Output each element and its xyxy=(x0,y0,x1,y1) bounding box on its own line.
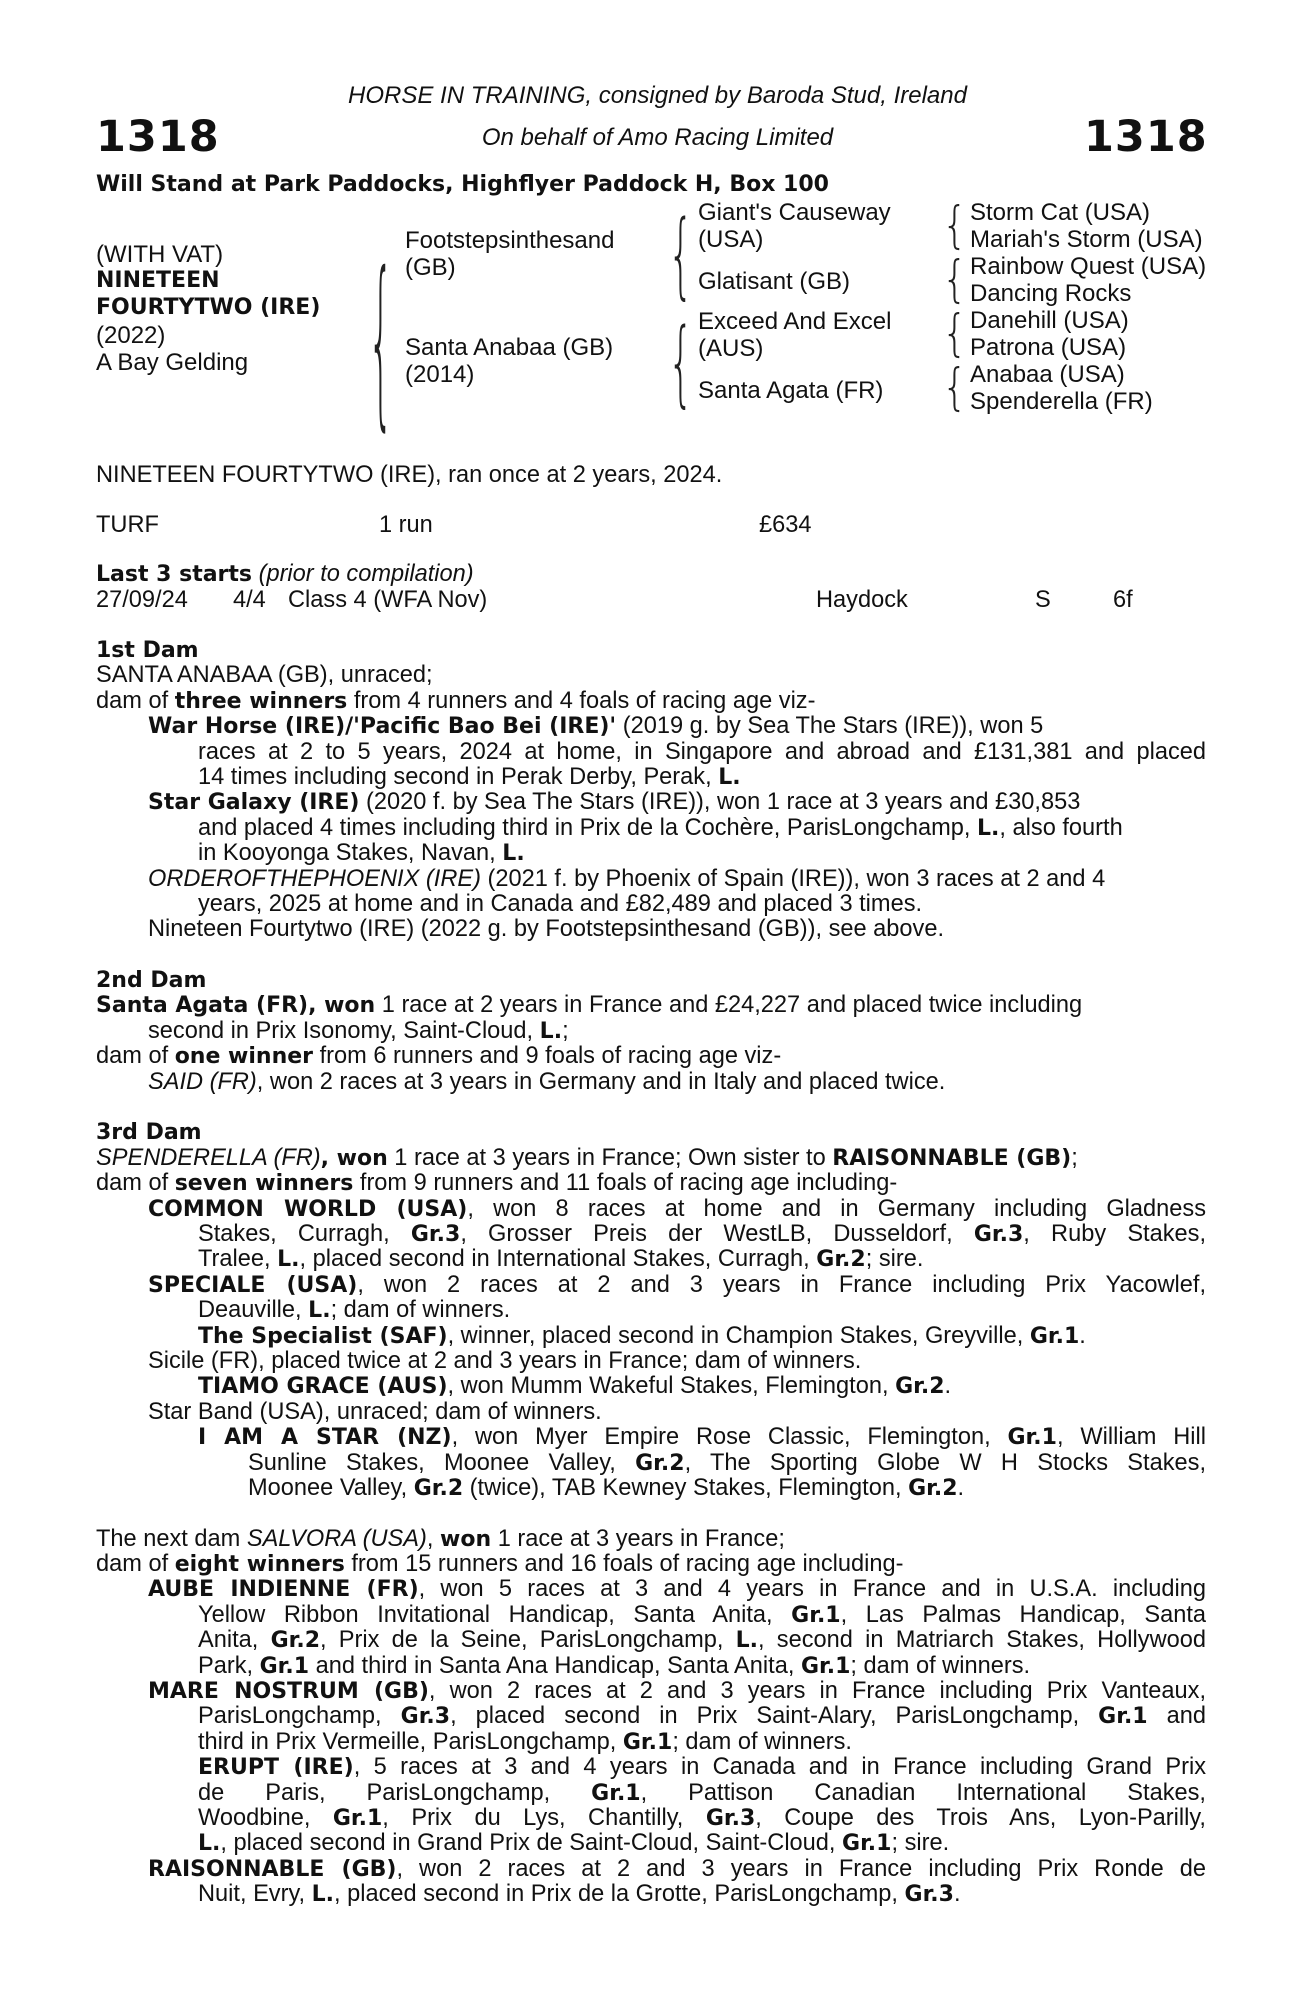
dam-sire-country: (AUS) xyxy=(698,335,764,362)
progeny-entry: AUBE INDIENNE (FR), won 5 races at 3 and 4 years in France and in U.S.A. including xyxy=(148,1576,1206,1603)
grandprogeny-detail: Moonee Valley, Gr.2 (twice), TAB Kewney Stakes, Flemington, Gr.2. xyxy=(248,1474,965,1501)
ancestor-ggen: Storm Cat (USA) xyxy=(970,199,1151,226)
last-starts-note: (prior to compilation) xyxy=(258,561,474,587)
grandprogeny-detail: Sunline Stakes, Moonee Valley, Gr.2, The Sporting Globe W H Stocks Stakes, xyxy=(248,1449,1206,1476)
dam-name: Santa Anabaa (GB) xyxy=(405,334,614,361)
progeny-detail: ParisLongchamp, Gr.3, placed second in Prix Saint-Alary, ParisLongchamp, Gr.1 and xyxy=(198,1703,1206,1730)
race-summary: NINETEEN FOURTYTWO (IRE), ran once at 2 years, 2024. xyxy=(96,462,723,488)
vat-note: (WITH VAT) xyxy=(96,241,224,268)
dam-year: (2014) xyxy=(405,361,475,388)
dam-line: Santa Agata (FR), won 1 race at 2 years in France and £24,227 and placed twice including xyxy=(96,992,1083,1019)
start-position: 4/4 xyxy=(233,587,266,613)
progeny-entry: MARE NOSTRUM (GB), won 2 races at 2 and 3 years in France including Prix Vanteaux, xyxy=(148,1678,1206,1705)
sire-sire-name: Giant's Causeway xyxy=(698,199,891,226)
consignor-line: HORSE IN TRAINING, consigned by Baroda Stud, Ireland xyxy=(348,82,967,109)
catalogue-body xyxy=(96,638,1206,1908)
lot-number-left: 1318 xyxy=(96,112,220,162)
start-race: Class 4 (WFA Nov) xyxy=(288,587,488,613)
pedigree-brace: { xyxy=(942,251,968,309)
grandprogeny-entry: The Specialist (SAF), winner, placed second in Champion Stakes, Greyville, Gr.1. xyxy=(198,1322,1086,1349)
ancestor-ggen: Patrona (USA) xyxy=(970,334,1127,361)
progeny-detail: third in Prix Vermeille, ParisLongchamp, Gr.1; dam of winners. xyxy=(198,1728,852,1755)
behalf-line: On behalf of Amo Racing Limited xyxy=(481,124,834,151)
dam-produce-line: dam of eight winners from 15 runners and 16 foals of racing age including- xyxy=(96,1551,904,1578)
pedigree-brace: { xyxy=(942,359,968,417)
progeny-detail: and placed 4 times including third in Prix de la Cochère, ParisLongchamp, L., also fourth xyxy=(198,814,1123,841)
section-heading: 3rd Dam xyxy=(96,1120,202,1146)
progeny-detail: Yellow Ribbon Invitational Handicap, Santa Anita, Gr.1, Las Palmas Handicap, Santa xyxy=(198,1601,1206,1628)
progeny-detail: 14 times including second in Perak Derby, Perak, L. xyxy=(198,763,741,790)
lot-number-right: 1318 xyxy=(1084,112,1208,162)
progeny-entry: Nineteen Fourtytwo (IRE) (2022 g. by Footstepsinthesand (GB)), see above. xyxy=(148,916,945,943)
last-starts-title: Last 3 starts xyxy=(96,562,253,587)
sire-sire-country: (USA) xyxy=(698,226,764,253)
start-going: S xyxy=(1035,587,1051,613)
stat-surface: TURF xyxy=(96,512,159,538)
grandprogeny-entry: ERUPT (IRE), 5 races at 3 and 4 years in Canada and in France including Grand Prix xyxy=(198,1754,1207,1781)
progeny-entry: War Horse (IRE)/'Pacific Bao Bei (IRE)' (2019 g. by Sea The Stars (IRE)), won 5 xyxy=(148,713,1044,740)
progeny-entry: RAISONNABLE (GB), won 2 races at 2 and 3 years in France including Prix Ronde de xyxy=(148,1855,1206,1882)
dam-produce-line: dam of three winners from 4 runners and 4 foals of racing age viz- xyxy=(96,687,816,714)
ancestor-ggen: Anabaa (USA) xyxy=(970,361,1125,388)
progeny-entry: COMMON WORLD (USA), won 8 races at home and in Germany including Gladness xyxy=(148,1195,1206,1222)
progeny-detail: races at 2 to 5 years, 2024 at home, in Singapore and abroad and £131,381 and placed xyxy=(198,738,1206,765)
section-heading: 1st Dam xyxy=(96,638,199,663)
pedigree-brace: { xyxy=(668,202,694,311)
start-date: 27/09/24 xyxy=(96,587,188,613)
progeny-entry: Sicile (FR), placed twice at 2 and 3 years in France; dam of winners. xyxy=(148,1347,862,1374)
horse-name-line2: FOURTYTWO (IRE) xyxy=(96,295,321,320)
ancestor-ggen: Mariah's Storm (USA) xyxy=(970,226,1203,253)
start-course: Haydock xyxy=(816,587,908,613)
section-heading: 2nd Dam xyxy=(96,968,207,994)
progeny-detail: Park, Gr.1 and third in Santa Ana Handicap, Santa Anita, Gr.1; dam of winners. xyxy=(198,1652,1031,1679)
progeny-detail: Anita, Gr.2, Prix de la Seine, ParisLongchamp, L., second in Matriarch Stakes, Hollywood xyxy=(198,1627,1206,1654)
grandprogeny-entry: TIAMO GRACE (AUS), won Mumm Wakeful Stakes, Flemington, Gr.2. xyxy=(198,1373,952,1400)
progeny-entry: Star Galaxy (IRE) (2020 f. by Sea The Stars (IRE)), won 1 race at 3 years and £30,853 xyxy=(148,789,1081,816)
progeny-detail: Nuit, Evry, L., placed second in Prix de la Grotte, ParisLongchamp, Gr.3. xyxy=(198,1881,961,1908)
stand-location: Will Stand at Park Paddocks, Highflyer Paddock H, Box 100 xyxy=(96,172,829,197)
progeny-detail: in Kooyonga Stakes, Navan, L. xyxy=(198,840,525,867)
progeny-detail: years, 2025 at home and in Canada and £82,489 and placed 3 times. xyxy=(198,890,923,917)
pedigree-brace: { xyxy=(942,197,968,255)
dam-dam: Santa Agata (FR) xyxy=(698,377,884,404)
dam-produce-line: dam of seven winners from 9 runners and 11 foals of racing age including- xyxy=(96,1170,898,1197)
horse-description: A Bay Gelding xyxy=(96,349,249,376)
dam-detail: second in Prix Isonomy, Saint-Cloud, L.; xyxy=(148,1017,569,1044)
grandprogeny-detail: L., placed second in Grand Prix de Saint-Cloud, Saint-Cloud, Gr.1; sire. xyxy=(198,1830,950,1857)
progeny-entry: SAID (FR), won 2 races at 3 years in Germany and in Italy and placed twice. xyxy=(148,1068,946,1095)
progeny-entry: SPECIALE (USA), won 2 races at 2 and 3 years in France including Prix Yacowlef, xyxy=(148,1271,1206,1298)
dam-produce-line: dam of one winner from 6 runners and 9 foals of racing age viz- xyxy=(96,1043,782,1070)
sire-name: Footstepsinthesand xyxy=(405,227,615,254)
pedigree-brace: { xyxy=(942,305,968,363)
progeny-detail: Tralee, L., placed second in International Stakes, Curragh, Gr.2; sire. xyxy=(198,1246,924,1273)
pedigree-brace: { xyxy=(368,238,394,450)
grandprogeny-detail: de Paris, ParisLongchamp, Gr.1, Pattison Canadian International Stakes, xyxy=(198,1779,1206,1806)
progeny-entry: Star Band (USA), unraced; dam of winners. xyxy=(148,1398,602,1425)
sire-country: (GB) xyxy=(405,254,456,281)
ancestor-ggen: Rainbow Quest (USA) xyxy=(970,253,1207,280)
progeny-detail: Deauville, L.; dam of winners. xyxy=(198,1297,511,1324)
ancestor-ggen: Spenderella (FR) xyxy=(970,388,1153,415)
dam-sire-name: Exceed And Excel xyxy=(698,308,892,335)
ancestor-ggen: Danehill (USA) xyxy=(970,307,1129,334)
ancestor-ggen: Dancing Rocks xyxy=(970,280,1132,307)
stat-earnings: £634 xyxy=(759,512,812,538)
dam-line: The next dam SALVORA (USA), won 1 race at 3 years in France; xyxy=(96,1525,785,1552)
start-distance: 6f xyxy=(1113,587,1133,613)
pedigree-brace: { xyxy=(668,310,694,419)
progeny-entry: ORDEROFTHEPHOENIX (IRE) (2021 f. by Phoenix of Spain (IRE)), won 3 races at 2 and 4 xyxy=(148,865,1106,892)
horse-name-line1: NINETEEN xyxy=(96,268,220,293)
grandprogeny-detail: Woodbine, Gr.1, Prix du Lys, Chantilly, Gr.3, Coupe des Trois Ans, Lyon-Parilly, xyxy=(198,1804,1206,1831)
last-starts-heading xyxy=(96,561,474,588)
progeny-detail: Stakes, Curragh, Gr.3, Grosser Preis der WestLB, Dusseldorf, Gr.3, Ruby Stakes, xyxy=(198,1220,1207,1247)
grandprogeny-entry: I AM A STAR (NZ), won Myer Empire Rose Classic, Flemington, Gr.1, William Hill xyxy=(198,1424,1206,1451)
sire-dam: Glatisant (GB) xyxy=(698,268,851,295)
stat-runs: 1 run xyxy=(379,512,433,538)
horse-year: (2022) xyxy=(96,322,166,349)
dam-line: SPENDERELLA (FR), won 1 race at 3 years in France; Own sister to RAISONNABLE (GB); xyxy=(96,1144,1078,1171)
dam-line: SANTA ANABAA (GB), unraced; xyxy=(96,662,433,689)
